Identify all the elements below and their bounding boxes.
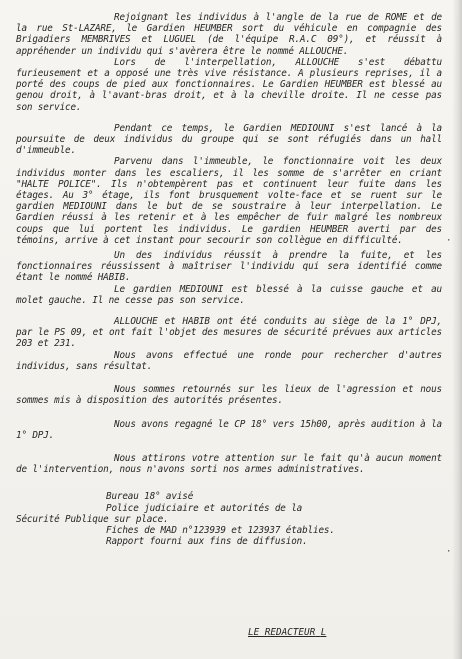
margin-mark: · — [446, 236, 452, 246]
signature-label — [248, 627, 326, 638]
paragraph-stairs: Parvenu dans l'immeuble, le fonctionnaire voit les deux individus monter dans les escaliers, il les somme de s'arrêter en criant "HALTE POLICE". Ils n'obtempèrent pas et continuent leur fuite dans les étages. Au 3° étage, ils font brusquement volte-face et se ruent sur le gardien MEDIOUNI dans le but de se soustraire à leur interpellation. Le Gardien réussi à les retenir et à les empêcher de fuir malgré les nombreux coups que lui portent les individus. Le gardien HEUMBER averti par des témoins, arrive à cet instant pour secourir son collègue en difficulté. — [16, 156, 442, 246]
margin-mark: · — [446, 547, 452, 557]
paragraph-escape: Un des individus réussit à prendre la fuite, et les fonctionnaires réussissent à maîtriser l'individu qui sera identifié comme étant le nommé HABIB. — [16, 250, 442, 284]
paragraph-cp18: Nous avons regagné le CP 18° vers 15h00, après audition à la 1° DPJ. — [16, 418, 442, 441]
footer-line: Fiches de MAD n°123939 et 123937 établies. — [106, 524, 335, 536]
signature-mark: L — [320, 627, 327, 638]
paragraph-injury-mediouni: Le gardien MEDIOUNI est blessé à la cuisse gauche et au molet gauche. Il ne cesse pas son service. — [16, 283, 442, 306]
paragraph-ronde: Nous avons effectué une ronde pour rechercher d'autres individus, sans résultat. — [16, 349, 442, 372]
signature-text: LE REDACTEUR — [248, 627, 316, 638]
paragraph-arrest-allouche: Rejoignant les individus à l'angle de la rue de ROME et de la rue St-LAZARE, le Gardien HEUMBER sort du véhicule en compagnie des Brigadiers MEMBRIVES et LUGUEL (de l'équipe R.A.C 09°), et réussit à appréhender un individu qui s'avèrera être le nommé ALLOUCHE. — [16, 12, 442, 57]
report-body — [16, 12, 442, 547]
footer-line: Sécurité Publique sur place. — [16, 513, 169, 525]
footer-line: Police judiciaire et autorités de la — [106, 502, 303, 514]
footer-line: Bureau 18° avisé — [106, 491, 194, 503]
footer-notes — [16, 491, 442, 548]
paragraph-resistance: Lors de l'interpellation, ALLOUCHE s'est débattu furieusement et a opposé une très vive résistance. A plusieurs reprises, il a porté des coups de pied aux fonctionnaires. Le Gardien HEUMBER est blessé au genou droit, à l'avant-bras droit, et à la cheville droite. Il ne cesse pas son service. — [16, 56, 442, 113]
paragraph-weapons: Nous attirons votre attention sur le fait qu'à aucun moment de l'intervention, nous n'avons sorti nos armes administratives. — [16, 452, 442, 476]
paragraph-dpj: ALLOUCHE et HABIB ont été conduits au siège de la 1° DPJ, par le PS 09, et ont fait l'objet des mesures de sécurité prévues aux articles 203 et 231. — [16, 316, 442, 350]
paragraph-return: Nous sommes retournés sur les lieux de l'agression et nous sommes mis à disposition des autorités présentes. — [16, 384, 442, 407]
paragraph-pursuit: Pendant ce temps, le Gardien MEDIOUNI s'est lancé à la poursuite de deux individus du groupe qui se sont réfugiés dans un hall d'immeuble. — [16, 122, 442, 157]
footer-line: Rapport fourni aux fins de diffusion. — [106, 536, 308, 548]
page-edge-shadow — [452, 0, 462, 659]
